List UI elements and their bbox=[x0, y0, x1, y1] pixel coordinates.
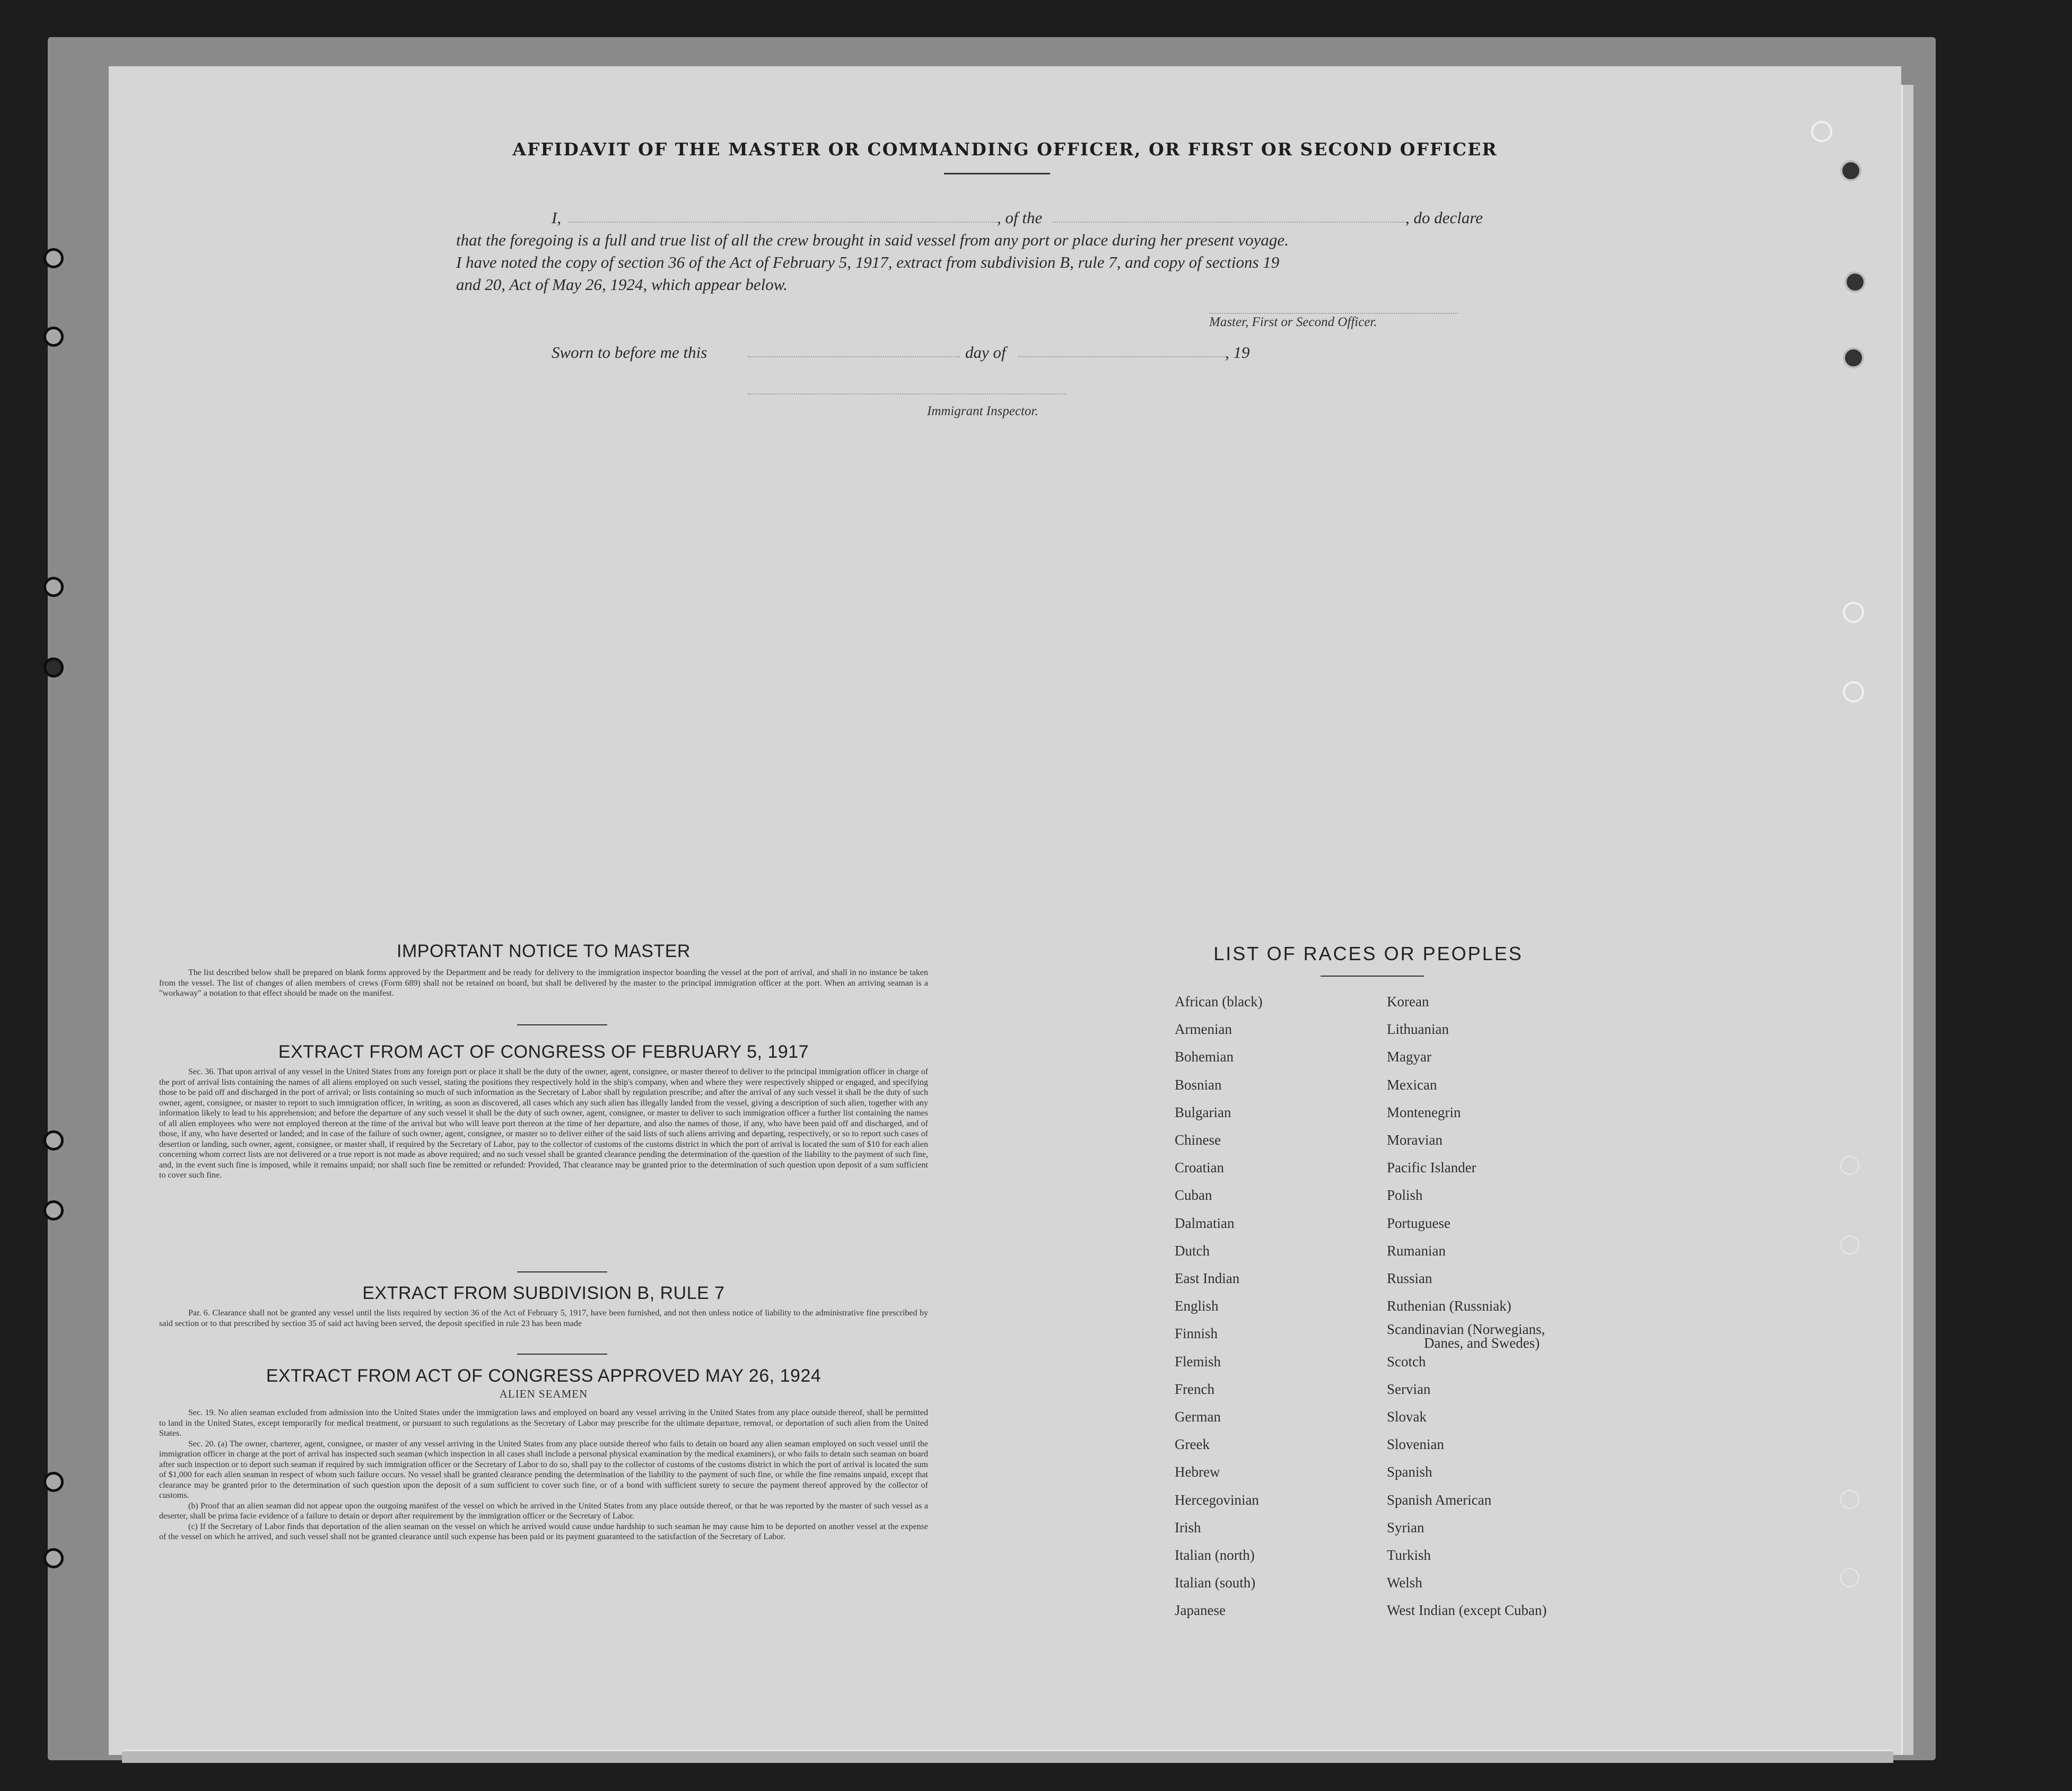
race-item-continued: Danes, and Swedes) bbox=[1424, 1335, 1540, 1351]
race-item: Bosnian bbox=[1175, 1077, 1222, 1093]
race-item: Armenian bbox=[1175, 1021, 1232, 1037]
affidavit-line-2: that the foregoing is a full and true list of all the crew brought in said vessel from any port or place during her present voyage. bbox=[456, 231, 1289, 249]
punch-hole-icon bbox=[43, 1472, 64, 1492]
race-item: Italian (south) bbox=[1175, 1575, 1256, 1591]
race-item: Servian bbox=[1387, 1381, 1431, 1397]
race-item: Pacific Islander bbox=[1387, 1160, 1476, 1175]
punch-hole-icon bbox=[1843, 681, 1864, 703]
race-item: Scotch bbox=[1387, 1354, 1426, 1369]
race-item: Slovenian bbox=[1387, 1436, 1444, 1452]
race-item: Flemish bbox=[1175, 1354, 1221, 1369]
race-item: Mexican bbox=[1387, 1077, 1437, 1093]
extract-1917-text: Sec. 36. That upon arrival of any vessel in the United States from any foreign port or place it shall be the duty of the owner, agent, consignee, or master thereof to deliver to the principal immigration officer in charge of the port of arrival lists containing the names of all aliens employed on such vessel, stating the positions they respectively hold in the ship's company, when and where they were respectively shipped or engaged, and specifying those to be paid off and discharged in the port of arrival; or lists containing so much of such information as the Secretary of Labor shall by regulation prescribe; and after the arrival of any such vessel it shall be the duty of such owner, agent, consignee, or master to report to such immigration officer, in writing, as soon as discovered, all cases which any such alien has illegally landed from the vessel, giving a description of such alien, together with any information likely to lead to his apprehension; and before the departure of any such vessel it shall be the duty of such owner, agent, consignee, or master to deliver to such immigration officer a further list containing the names of all alien employees who were not employed thereon at the time of the arrival but who will leave port thereon at the time of her departure, and also the names of those, if any, who have been paid off and discharged, and of those, if any, who have deserted or landed; and in case of the failure of such owner, agent, consignee, or master so to deliver either of the said lists of such aliens arriving and departing, respectively, or so to report such cases of desertion or landing, such owner, agent, consignee, or master shall, if required by the Secretary of Labor, pay to the collector of customs of the customs district in which the port of arrival is located the sum of $10 for each alien concerning whom correct lists are not delivered or a true report is not made as above required; and no such vessel shall be granted clearance pending the determination of the question of the liability to the payment of such fine, and, in the event such fine is imposed, while it remains unpaid; nor shall such fine be remitted or refunded: Provided, That clearance may be granted prior to the determination of such question upon deposit of a sum sufficient to cover such fine. bbox=[159, 1067, 928, 1180]
affidavit-line-3: I have noted the copy of section 36 of the Act of February 5, 1917, extract from subdivision B, rule 7, and copy of sections 19 bbox=[456, 253, 1280, 271]
punch-hole-icon bbox=[1843, 602, 1864, 623]
race-item: Italian (north) bbox=[1175, 1547, 1255, 1563]
vessel-field[interactable] bbox=[1053, 222, 1408, 223]
affidavit-declare: , do declare bbox=[1405, 208, 1483, 227]
sec-20b-text: (b) Proof that an alien seaman did not appear upon the outgoing manifest of the vessel on which he arrived in the United States from any place outside thereof, or that he was reported by the master of such vessel as a deserter, shall be prima facie evidence of a failure to detain or deport after requirement by the immigration officer or the Secretary of Labor. bbox=[159, 1501, 928, 1521]
punch-hole-icon bbox=[1840, 160, 1861, 181]
race-item: Irish bbox=[1175, 1520, 1201, 1535]
sworn-label: Sworn to before me this bbox=[552, 343, 707, 362]
race-item: East Indian bbox=[1175, 1270, 1240, 1286]
race-item: West Indian (except Cuban) bbox=[1387, 1602, 1547, 1618]
ghost-hole-icon bbox=[1840, 1490, 1859, 1509]
race-item: Spanish bbox=[1387, 1464, 1432, 1480]
extract-1924-body bbox=[159, 1408, 928, 1542]
races-divider bbox=[1321, 976, 1424, 977]
race-item: Spanish American bbox=[1387, 1492, 1492, 1508]
ghost-hole-icon bbox=[1840, 1568, 1859, 1587]
race-item: French bbox=[1175, 1381, 1214, 1397]
sec-19-text: Sec. 19. No alien seaman excluded from admission into the United States under the immigration laws and employed on board any vessel arriving in the United States from any place outside thereof, shall be permitted to land in the United States, except temporarily for medical treatment, or pursuant to such regulations as the Secretary of Labor may prescribe for the ultimate departure, removal, or deportation of such alien from the United States. bbox=[159, 1408, 928, 1438]
race-item: Russian bbox=[1387, 1270, 1432, 1286]
race-item: English bbox=[1175, 1298, 1219, 1314]
race-item: Lithuanian bbox=[1387, 1021, 1449, 1037]
affidavit-i: I, bbox=[552, 208, 562, 227]
race-item: Croatian bbox=[1175, 1160, 1224, 1175]
race-item: Greek bbox=[1175, 1436, 1210, 1452]
sec-20a-text: Sec. 20. (a) The owner, charterer, agent, consignee, or master of any vessel arriving in the United States from any place outside thereof who fails to detain on board any alien seaman employed on such vessel until the immigration officer in charge at the port of arrival has inspected such seaman (which inspection in all cases shall include a personal physical examination by the medical examiners), or who fails to detain such seaman on board after such inspection or to deport such seaman if required by such immigration officer or the Secretary of Labor to do so, shall pay to the collector of customs of the customs district in which the port of arrival is located the sum of $1,000 for each alien seaman in respect of whom such failure occurs. No vessel shall be granted clearance pending the determination of the liability to the payment of such fine, or while the fine remains unpaid, except that clearance may be granted prior to the determination of such question upon the deposit of a sum sufficient to cover such fine, or of a bond with sufficient surety to secure the payment thereof approved by the collector of customs. bbox=[159, 1439, 928, 1500]
notice-text: The list described below shall be prepared on blank forms approved by the Department and be ready for delivery to the immigration inspector boarding the vessel at the port of arrival, and shall in no instance be taken from the vessel. The list of changes of alien members of crews (Form 689) shall not be retained on board, but shall be delivered by the master to the principal immigration officer at the port. When an arriving seaman is a "workaway" a notation to that effect should be made on the manifest. bbox=[159, 968, 928, 998]
master-signature-label: Master, First or Second Officer. bbox=[1209, 315, 1377, 329]
divider bbox=[517, 1271, 607, 1272]
inspector-signature-line[interactable] bbox=[748, 393, 1066, 394]
sec-20c-text: (c) If the Secretary of Labor finds that deportation of the alien seaman on the vessel on which he arrived would cause undue hardship to such seaman he may cause him to be deported on another vessel at the expense of the vessel on which he arrived, and such vessel shall not be granted clearance until such expense has been paid or its payment guaranteed to the satisfaction of the Secretary of Labor. bbox=[159, 1522, 928, 1541]
punch-hole-icon bbox=[1843, 347, 1864, 368]
race-item: African (black) bbox=[1175, 994, 1263, 1009]
ghost-hole-icon bbox=[1840, 1235, 1859, 1254]
punch-hole-icon bbox=[43, 1548, 64, 1568]
race-item: Bulgarian bbox=[1175, 1104, 1231, 1120]
race-item: Japanese bbox=[1175, 1602, 1226, 1618]
race-item: Chinese bbox=[1175, 1132, 1221, 1148]
race-item: Hebrew bbox=[1175, 1464, 1220, 1480]
affidavit-line-4: and 20, Act of May 26, 1924, which appear below. bbox=[456, 275, 788, 294]
race-item: Hercegovinian bbox=[1175, 1492, 1259, 1508]
punch-hole-icon bbox=[43, 1130, 64, 1151]
affidavit-title: AFFIDAVIT OF THE MASTER OR COMMANDING OFFICER, OR FIRST OR SECOND OFFICER bbox=[512, 139, 1498, 160]
race-item: Moravian bbox=[1387, 1132, 1442, 1148]
race-item: Syrian bbox=[1387, 1520, 1424, 1535]
extract-rule7-text: Par. 6. Clearance shall not be granted any vessel until the lists required by section 36 of the Act of February 5, 1917, have been furnished, and not then unless notice of liability to the administrative fine prescribed by said section or to that prescribed by section 35 of said act having been served, the deposit specified in rule 23 has been made bbox=[159, 1309, 928, 1328]
punch-hole-icon bbox=[43, 657, 64, 678]
divider bbox=[517, 1354, 607, 1355]
page-edge-bottom bbox=[122, 1750, 1893, 1763]
alien-seamen-subheading: ALIEN SEAMEN bbox=[499, 1388, 588, 1400]
punch-hole-icon bbox=[1844, 271, 1866, 293]
day-of-label: day of bbox=[965, 343, 1006, 362]
race-item: Welsh bbox=[1387, 1575, 1422, 1591]
punch-hole-icon bbox=[43, 327, 64, 347]
race-item: Slovak bbox=[1387, 1409, 1427, 1425]
sworn-month-field[interactable] bbox=[1018, 356, 1225, 357]
race-item: Portuguese bbox=[1387, 1215, 1450, 1231]
race-item: Polish bbox=[1387, 1187, 1423, 1203]
race-item: German bbox=[1175, 1409, 1221, 1425]
extract-1924-heading: EXTRACT FROM ACT OF CONGRESS APPROVED MAY 26, 1924 bbox=[266, 1366, 821, 1386]
race-item: Montenegrin bbox=[1387, 1104, 1461, 1120]
race-item: Scandinavian (Norwegians, bbox=[1387, 1321, 1545, 1337]
extract-1917-heading: EXTRACT FROM ACT OF CONGRESS OF FEBRUARY 5, 1917 bbox=[278, 1042, 809, 1062]
punch-hole-icon bbox=[43, 248, 64, 268]
ghost-hole-icon bbox=[1840, 1156, 1859, 1175]
divider bbox=[517, 1024, 607, 1025]
title-divider bbox=[944, 173, 1050, 174]
punch-hole-icon bbox=[43, 577, 64, 597]
page-edge-right bbox=[1901, 85, 1913, 1755]
affidavit-of-the: , of the bbox=[997, 208, 1043, 227]
race-item: Cuban bbox=[1175, 1187, 1212, 1203]
notice-heading: IMPORTANT NOTICE TO MASTER bbox=[397, 941, 690, 961]
year-label: , 19 bbox=[1225, 343, 1250, 362]
race-item: Rumanian bbox=[1387, 1243, 1446, 1259]
extract-rule7-heading: EXTRACT FROM SUBDIVISION B, RULE 7 bbox=[362, 1283, 725, 1303]
punch-hole-icon bbox=[43, 1200, 64, 1221]
sworn-day-field[interactable] bbox=[748, 356, 960, 357]
race-item: Turkish bbox=[1387, 1547, 1431, 1563]
race-item: Dalmatian bbox=[1175, 1215, 1235, 1231]
race-item: Finnish bbox=[1175, 1325, 1218, 1341]
race-item: Magyar bbox=[1387, 1049, 1431, 1065]
inspector-label: Immigrant Inspector. bbox=[927, 404, 1038, 418]
name-field[interactable] bbox=[569, 222, 997, 223]
master-signature-line[interactable] bbox=[1209, 313, 1458, 314]
races-heading: LIST OF RACES OR PEOPLES bbox=[1213, 943, 1523, 964]
race-item: Dutch bbox=[1175, 1243, 1210, 1259]
race-item: Korean bbox=[1387, 994, 1429, 1009]
race-item: Bohemian bbox=[1175, 1049, 1234, 1065]
race-item-continued-line bbox=[1387, 1336, 1540, 1350]
race-item: Ruthenian (Russniak) bbox=[1387, 1298, 1511, 1314]
